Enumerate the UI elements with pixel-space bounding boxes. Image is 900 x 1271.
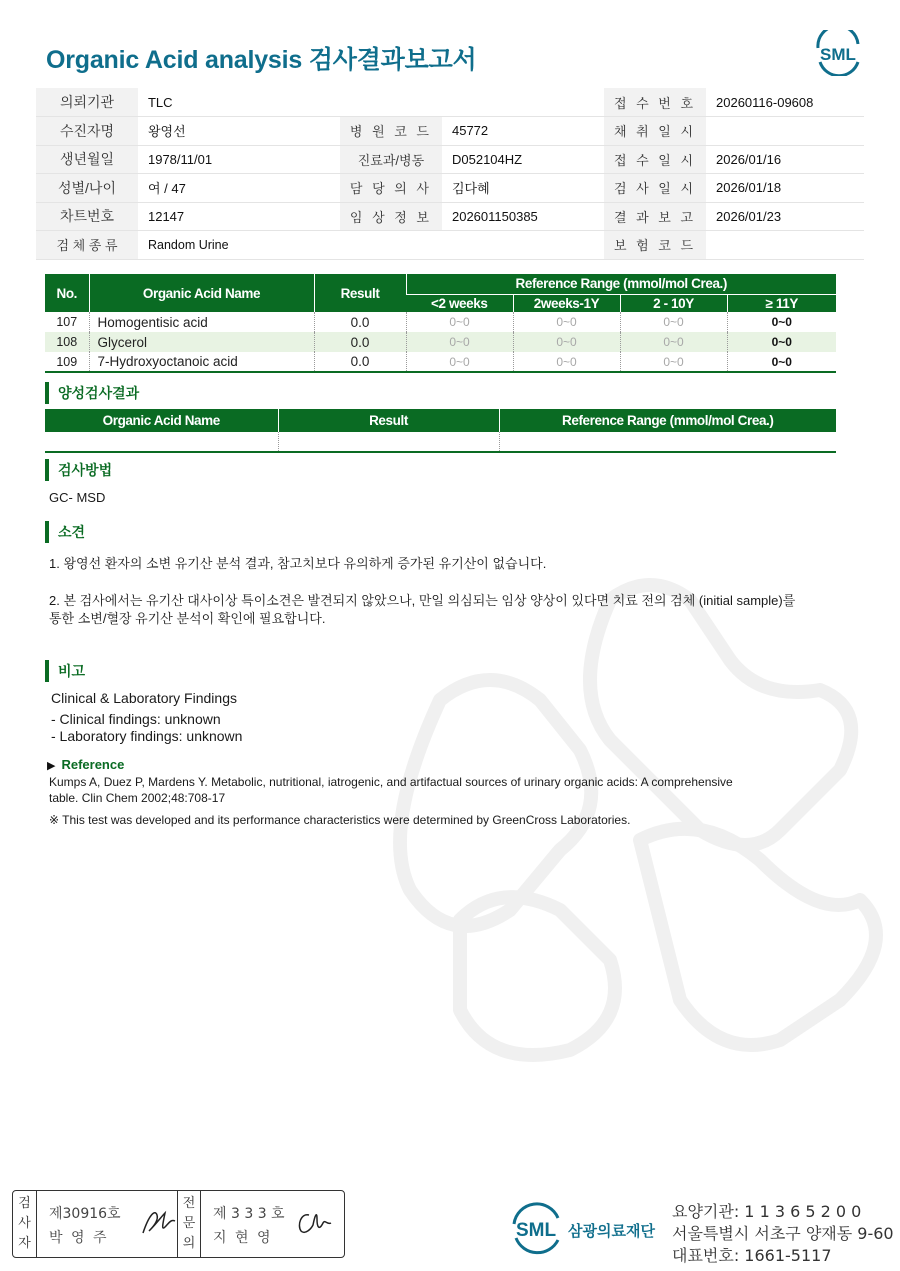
patient-info-table: [36, 88, 864, 260]
info-row: [36, 117, 864, 146]
row-ref-adult: 0~0: [727, 312, 836, 332]
inspector-label-char: 사: [18, 1216, 31, 1231]
value-test-date: 2026/01/18: [706, 174, 864, 203]
inspector-label-char: 자: [18, 1236, 31, 1251]
inspector-label-char: 검: [18, 1196, 31, 1211]
reference-title-text: Reference: [61, 757, 125, 772]
inspector-license-no: 제30916호: [49, 1206, 121, 1222]
opinion-line-2a: 2. 본 검사에서는 유기산 대사이상 특이소견은 발견되지 않았으나, 만일 의심되는 임상 양상이 있다면 치료 전의 검체 (initial sample)를: [49, 593, 796, 608]
row-ref-adult: 0~0: [727, 332, 836, 352]
row-ref: 0~0: [406, 332, 513, 352]
organization-name: 삼광의료재단: [568, 1223, 655, 1240]
value-requesting-org: TLC: [138, 88, 340, 117]
col-ref-2w-1y: 2weeks-1Y: [513, 294, 620, 312]
row-acid-name: Homogentisic acid: [89, 312, 314, 332]
remarks-heading: Clinical & Laboratory Findings: [51, 690, 237, 706]
value-report-date: 2026/01/23: [706, 202, 864, 231]
inspector-label: [13, 1191, 37, 1257]
row-ref: 0~0: [406, 312, 513, 332]
col-ref-under-2w: <2 weeks: [406, 294, 513, 312]
value-clinical-info: 202601150385: [442, 202, 604, 231]
label-requesting-org: 의뢰기관: [36, 88, 138, 117]
inspector-name: 박 영 주: [49, 1230, 109, 1246]
opinion-line-1: 1. 왕영선 환자의 소변 유기산 분석 결과, 참고치보다 유의하게 증가된 유기산이 없습니다.: [49, 556, 547, 571]
disclaimer-note: ※ This test was developed and its performance characteristics were determined by GreenCross Laboratories.: [49, 813, 631, 827]
col-reference-range: Reference Range (mmol/mol Crea.): [406, 274, 836, 294]
blank-cell: [442, 88, 604, 117]
section-remarks-title: 비고: [45, 660, 85, 682]
section-opinion-title: 소견: [45, 521, 85, 543]
value-accession-no: 20260116-09608: [706, 88, 864, 117]
sml-logo-text: SML: [820, 45, 856, 64]
label-accession-no: 접 수 번 호: [604, 88, 706, 117]
table-header-row: [45, 274, 836, 294]
row-no: 107: [56, 315, 78, 329]
label-specimen-type: 검 체 종 류: [36, 231, 138, 260]
reference-marker-icon: ▶: [47, 760, 56, 772]
info-row: [36, 145, 864, 174]
row-acid-name: Glycerol: [89, 332, 314, 352]
label-birthdate: 생년월일: [36, 145, 138, 174]
label-physician: 담 당 의 사: [340, 174, 442, 203]
table-row: [45, 332, 836, 352]
row-no: 109: [45, 352, 89, 372]
positive-results-table: [45, 409, 836, 453]
label-receipt-date: 접 수 일 시: [604, 145, 706, 174]
label-clinical-info: 임 상 정 보: [340, 202, 442, 231]
col-result: Result: [314, 274, 406, 312]
col-acid-name: Organic Acid Name: [89, 274, 314, 312]
label-report-date: 결 과 보 고: [604, 202, 706, 231]
row-acid-name: 7-Hydroxyoctanoic acid: [89, 352, 314, 372]
method-text: GC- MSD: [49, 490, 106, 505]
info-row: [36, 231, 864, 260]
col-reference-range: Reference Range (mmol/mol Crea.): [499, 409, 836, 432]
label-sex-age: 성별/나이: [36, 174, 138, 203]
row-result: 0.0: [314, 312, 406, 332]
label-hospital-code: 병 원 코 드: [340, 117, 442, 146]
signature-stamp-box: [12, 1190, 345, 1258]
value-patient-name: 왕영선: [138, 117, 340, 146]
value-collection-date: [706, 117, 864, 146]
col-no: No.: [45, 274, 89, 312]
value-chart-no: 12147: [138, 202, 340, 231]
blank-cell: [340, 88, 442, 117]
row-ref: 0~0: [513, 352, 620, 372]
value-birthdate: 1978/11/01: [138, 145, 340, 174]
col-acid-name: Organic Acid Name: [45, 409, 278, 432]
sml-logo: [810, 30, 866, 76]
reference-line-1: Kumps A, Duez P, Mardens Y. Metabolic, nutritional, iatrogenic, and artifactual sources of urinary organic acids: A comprehensive: [49, 775, 733, 789]
label-insurance-code: 보 험 코 드: [604, 231, 706, 260]
remarks-clinical: - Clinical findings: unknown: [51, 711, 221, 727]
row-ref-adult: 0~0: [727, 352, 836, 372]
specialist-label-char: 전: [182, 1196, 196, 1211]
label-chart-no: 차트번호: [36, 202, 138, 231]
label-patient-name: 수진자명: [36, 117, 138, 146]
sml-footer-logo-text: SML: [515, 1220, 557, 1241]
specialist-signature: [293, 1205, 337, 1239]
value-department: D052104HZ: [442, 145, 604, 174]
section-method-title: 검사방법: [45, 459, 112, 481]
blank-cell: [442, 231, 604, 260]
col-ref-11y-plus: ≥ 11Y: [727, 294, 836, 312]
table-row: [45, 352, 836, 372]
row-ref: 0~0: [406, 352, 513, 372]
opinion-line-2b: 통한 소변/혈장 유기산 분석이 확인에 필요합니다.: [49, 611, 326, 626]
info-row: [36, 174, 864, 203]
value-insurance-code: [706, 231, 864, 260]
blank-cell: [340, 231, 442, 260]
inspector-signature: [139, 1205, 179, 1239]
specialist-name: 지 현 영: [213, 1230, 273, 1246]
specialist-label-char: 의: [182, 1236, 196, 1251]
empty-cell: [499, 432, 836, 452]
reference-title: [47, 757, 124, 772]
specialist-label: [177, 1191, 201, 1257]
reference-line-2: table. Clin Chem 2002;48:708-17: [49, 791, 226, 805]
row-ref: 0~0: [513, 312, 620, 332]
empty-cell: [45, 432, 278, 452]
value-receipt-date: 2026/01/16: [706, 145, 864, 174]
page-title: Organic Acid analysis 검사결과보고서: [46, 46, 477, 74]
empty-cell: [278, 432, 499, 452]
row-result: 0.0: [314, 352, 406, 372]
remarks-laboratory: - Laboratory findings: unknown: [51, 728, 243, 744]
specialist-label-char: 문: [182, 1216, 196, 1231]
organic-acid-table: [45, 274, 836, 373]
row-result: 0.0: [314, 332, 406, 352]
label-department: 진료과/병동: [340, 145, 442, 174]
row-no: 108: [45, 332, 89, 352]
info-row: [36, 202, 864, 231]
address: 서울특별시 서초구 양재동 9-60: [672, 1224, 894, 1243]
label-collection-date: 채 취 일 시: [604, 117, 706, 146]
value-specimen-type: Random Urine: [138, 231, 340, 260]
row-ref: 0~0: [620, 352, 727, 372]
table-header-row: [45, 409, 836, 432]
phone-number: 대표번호: 1661-5117: [672, 1246, 832, 1265]
value-hospital-code: 45772: [442, 117, 604, 146]
info-row: [36, 88, 864, 117]
row-ref: 0~0: [513, 332, 620, 352]
table-row: [45, 312, 836, 332]
institution-code: 요양기관: 1 1 3 6 5 2 0 0: [672, 1202, 862, 1221]
specialist-license-no: 제 3 3 3 호: [213, 1206, 285, 1222]
value-sex-age: 여 / 47: [138, 174, 340, 203]
col-result: Result: [278, 409, 499, 432]
value-physician: 김다혜: [442, 174, 604, 203]
table-row: [45, 432, 836, 452]
section-positive-title: 양성검사결과: [45, 382, 139, 404]
sml-footer-logo: [508, 1200, 564, 1256]
row-ref: 0~0: [620, 312, 727, 332]
col-ref-2-10y: 2 - 10Y: [620, 294, 727, 312]
row-ref: 0~0: [620, 332, 727, 352]
label-test-date: 검 사 일 시: [604, 174, 706, 203]
